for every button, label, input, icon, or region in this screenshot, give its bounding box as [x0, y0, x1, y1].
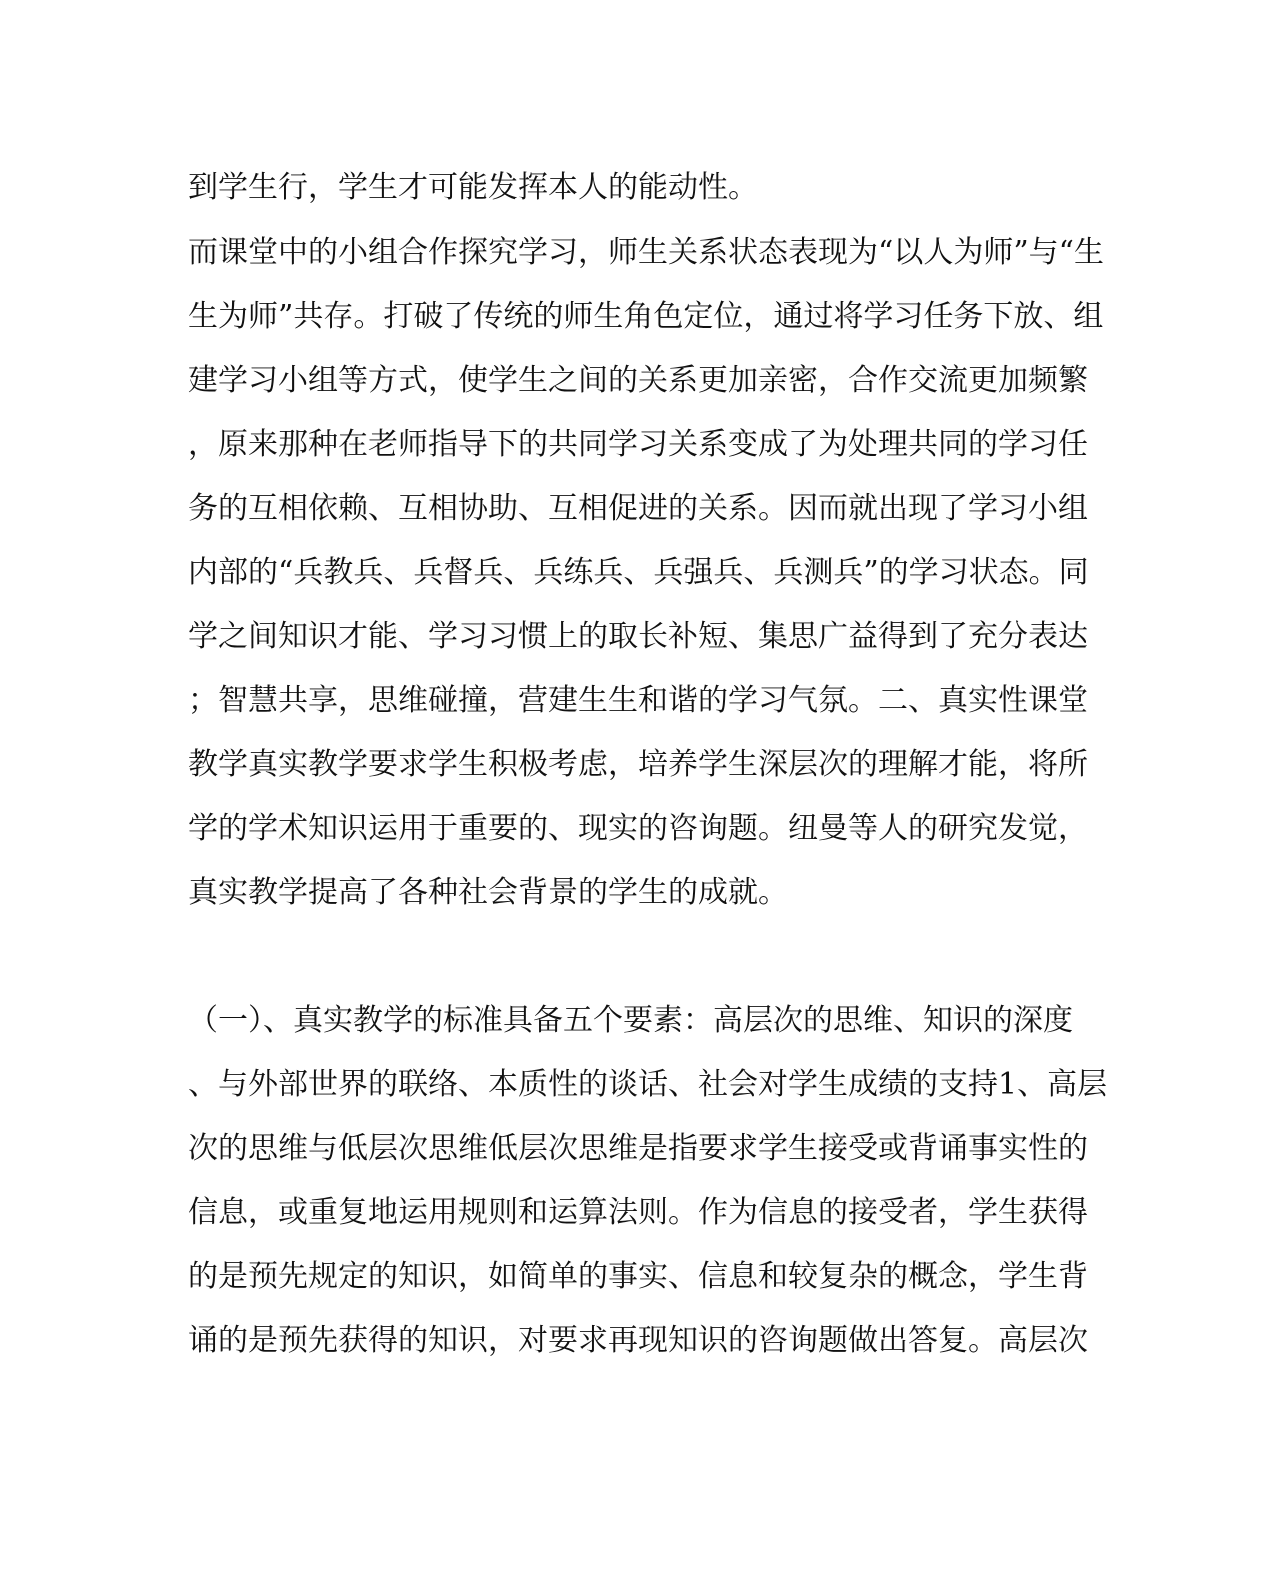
text-line: （一）、真实教学的标准具备五个要素：高层次的思维、知识的深度 [188, 1003, 1073, 1038]
text-line: 学的学术知识运用于重要的、现实的咨询题。纽曼等人的研究发觉， [188, 811, 1088, 846]
text-line: 到学生行，学生才可能发挥本人的能动性。 [188, 170, 758, 205]
text-line: 而课堂中的小组合作探究学习，师生关系状态表现为“以人为师”与“生 [188, 235, 1105, 270]
text-line: 诵的是预先获得的知识，对要求再现知识的咨询题做出答复。高层次 [188, 1323, 1088, 1358]
text-line: 学之间知识才能、学习习惯上的取长补短、集思广益得到了充分表达 [188, 619, 1088, 654]
text-line: 的是预先规定的知识，如简单的事实、信息和较复杂的概念，学生背 [188, 1259, 1088, 1294]
text-line: 教学真实教学要求学生积极考虑，培养学生深层次的理解才能，将所 [188, 747, 1088, 782]
text-line: 内部的“兵教兵、兵督兵、兵练兵、兵强兵、兵测兵”的学习状态。同 [188, 555, 1089, 590]
text-line: ；智慧共享，思维碰撞，营建生生和谐的学习气氛。二、真实性课堂 [188, 683, 1088, 718]
text-line: 、与外部世界的联络、本质性的谈话、社会对学生成绩的支持1、高层 [188, 1067, 1108, 1102]
text-line: 真实教学提高了各种社会背景的学生的成就。 [188, 875, 788, 910]
text-line: 建学习小组等方式，使学生之间的关系更加亲密，合作交流更加频繁 [188, 363, 1088, 398]
text-line: 次的思维与低层次思维低层次思维是指要求学生接受或背诵事实性的 [188, 1131, 1088, 1166]
text-line: 生为师”共存。打破了传统的师生角色定位，通过将学习任务下放、组 [188, 299, 1104, 334]
text-line: 信息，或重复地运用规则和运算法则。作为信息的接受者，学生获得 [188, 1195, 1088, 1230]
text-line: ，原来那种在老师指导下的共同学习关系变成了为处理共同的学习任 [188, 427, 1088, 462]
text-line: 务的互相依赖、互相协助、互相促进的关系。因而就出现了学习小组 [188, 491, 1088, 526]
